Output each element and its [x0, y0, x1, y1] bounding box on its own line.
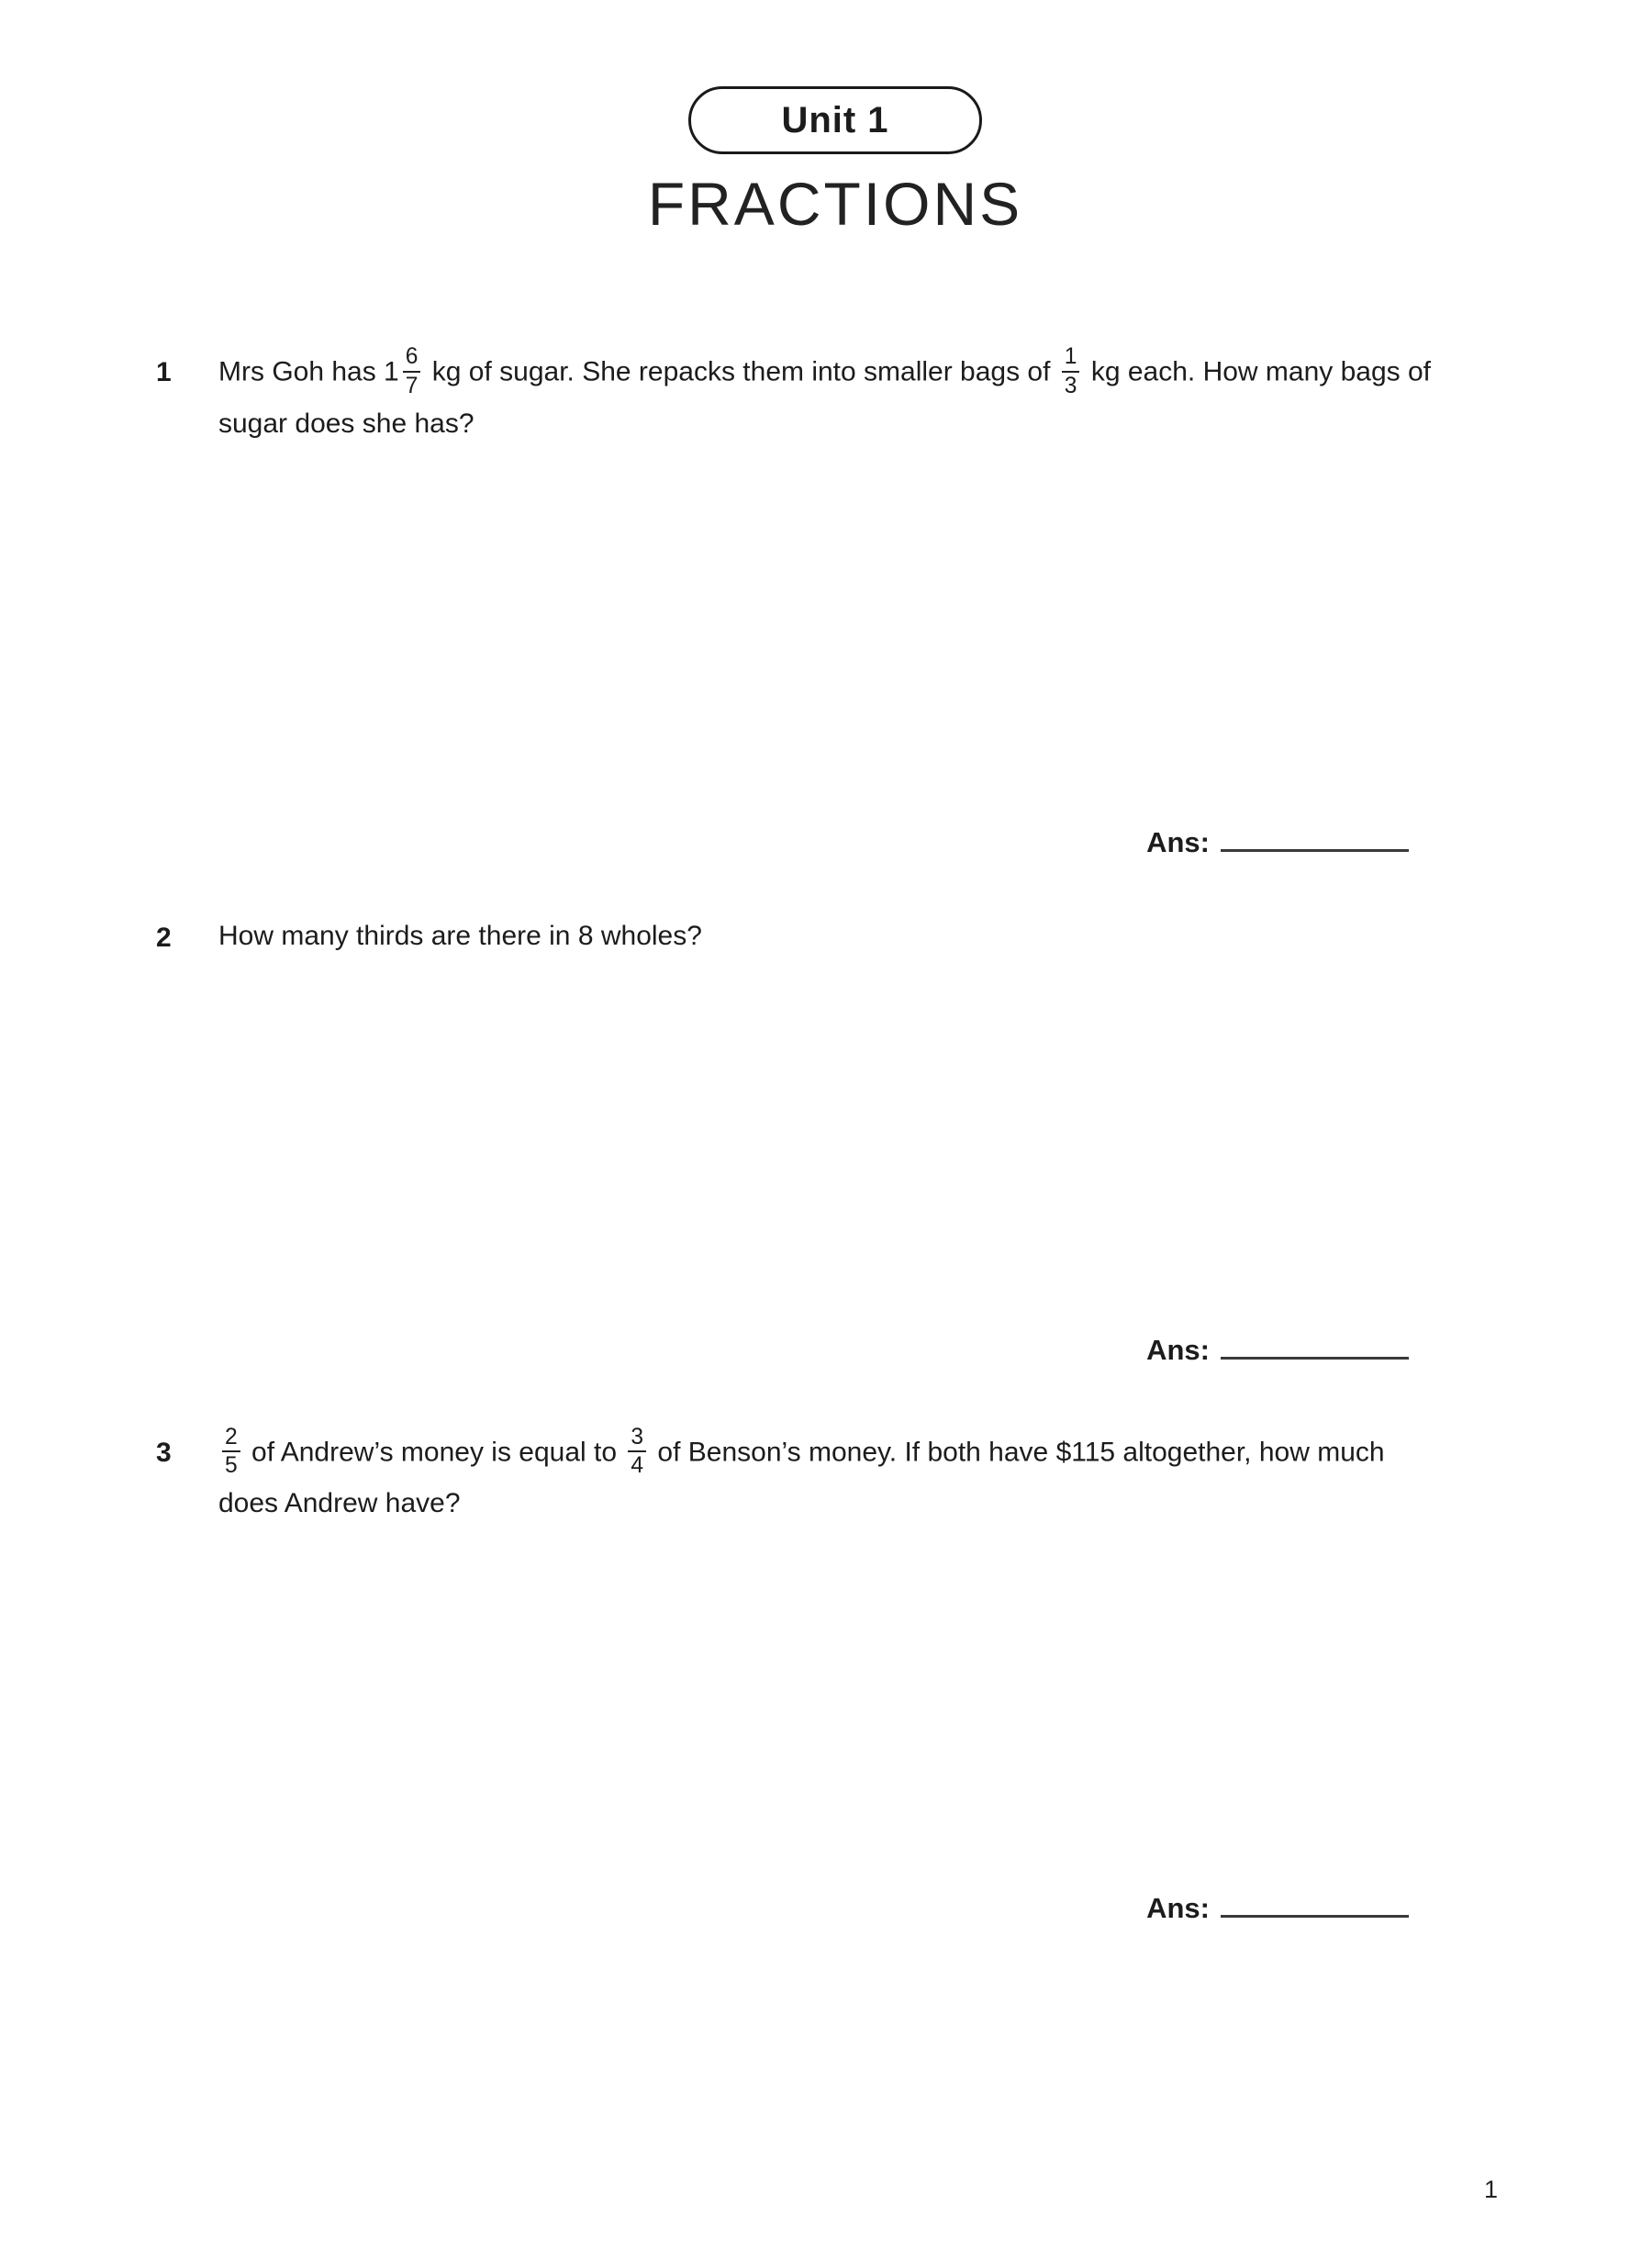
answer-row-1 — [156, 823, 1514, 865]
answer-blank-line-2 — [1221, 1330, 1409, 1360]
fraction-numerator: 1 — [1062, 345, 1080, 373]
whitespace-between-1-2 — [156, 865, 1514, 912]
whitespace-working-area-1 — [156, 448, 1514, 823]
answer-label-1: Ans: — [1146, 826, 1210, 859]
whitespace-working-area-2 — [156, 963, 1514, 1330]
question-2 — [156, 912, 1514, 963]
fraction-denominator: 5 — [225, 1453, 238, 1479]
answer-row-2 — [156, 1330, 1514, 1372]
questions-section — [156, 344, 1514, 1931]
fraction-numerator: 3 — [628, 1426, 646, 1453]
question-3 — [156, 1424, 1514, 1528]
question-3-text: $\frac{2}{5}$ of Andrew’s money is equal to $\frac{3}{4}$ of Benson’s money. If both have $115 altogether, how much does Andrew have? — [218, 1424, 1385, 1519]
fraction — [222, 1426, 240, 1479]
fraction-numerator: 2 — [222, 1426, 240, 1453]
answer-label-2: Ans: — [1146, 1333, 1210, 1366]
unit-badge — [688, 86, 982, 154]
page-title: FRACTIONS — [647, 170, 1023, 238]
unit-badge-label: Unit 1 — [781, 99, 889, 140]
answer-row-3 — [156, 1888, 1514, 1931]
whitespace-between-2-3 — [156, 1372, 1514, 1427]
fraction-numerator: 6 — [403, 345, 421, 373]
unit-badge-container — [156, 86, 1514, 154]
fraction — [403, 345, 421, 398]
question-2-text: How many thirds are there in 8 wholes? — [218, 921, 702, 952]
question-1-text: Mrs Goh has 1 $\frac{6}{7}$ kg of sugar. She repacks them into smaller bags of $\frac{1}{3}$ kg each. How many bags of sugar does she has? — [218, 344, 1432, 439]
page-number: 1 — [1483, 2176, 1498, 2203]
whitespace-working-area-3 — [156, 1528, 1514, 1888]
answer-blank-line-3 — [1221, 1888, 1409, 1918]
answer-label-3: Ans: — [1146, 1891, 1210, 1924]
question-2-number: 2 — [156, 923, 172, 954]
fraction-denominator: 4 — [631, 1453, 644, 1479]
question-1-number: 1 — [156, 357, 172, 387]
fraction — [1062, 345, 1080, 398]
answer-blank-line-1 — [1221, 823, 1409, 852]
fraction-denominator: 7 — [405, 373, 419, 398]
question-3-number: 3 — [156, 1437, 172, 1468]
fraction — [628, 1426, 646, 1479]
fraction-denominator: 3 — [1064, 373, 1077, 398]
question-1 — [156, 344, 1514, 448]
